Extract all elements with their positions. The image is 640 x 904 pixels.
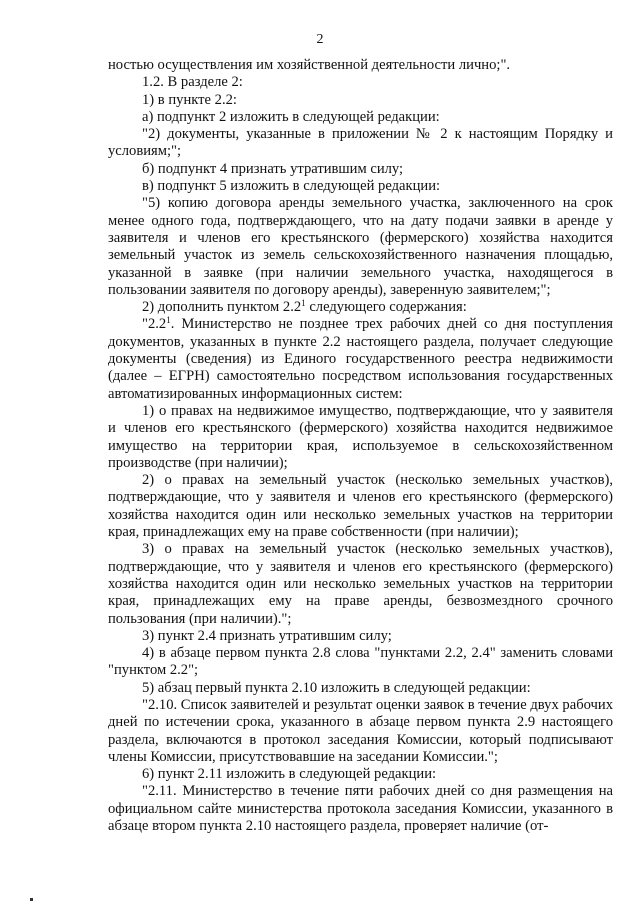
paragraph: 3) о правах на земельный участок (несколько земельных участков), подтверждающие, что у заявителя и членов его крестьянского (фермерского) хозяйства находится один или несколько земельных участков на территории края, принадлежащих ему на праве аренды, безвозмездного срочного пользования (при наличии).";	[108, 541, 613, 627]
paragraph: 1) о правах на недвижимое имущество, подтверждающие, что у заявителя и членов его крестьянского (фермерского) хозяйства находится недвижимое имущество на территории края, используемое в сельскохозяйственном производстве (при наличии);	[108, 402, 613, 471]
paragraph: "2) документы, указанные в приложении № 2 к настоящим Порядку и условиям;";	[108, 126, 613, 160]
paragraph-text: 2) дополнить пунктом 2.2	[142, 299, 302, 316]
scan-speck	[30, 898, 33, 901]
paragraph: 2) о правах на земельный участок (несколько земельных участков), подтверждающие, что у заявителя и членов его крестьянского (фермерского) хозяйства находится один или несколько земельных участков на территории края, принадлежащих ему на праве собственности (при наличии);	[108, 472, 613, 541]
paragraph-text: . Министерство не позднее трех рабочих дней со дня поступления документов, указанных в пункте 2.2 настоящего раздела, получает следующие документы (сведения) из Единого государственного реестра недвижимости (далее – ЕГРН) самостоятельно посредством использования государственных автоматизированных информационных систем:	[108, 316, 613, 402]
paragraph: 1.2. В разделе 2:	[142, 74, 243, 91]
document-body	[108, 57, 613, 835]
superscript: 1	[301, 298, 306, 309]
paragraph-text: "2.2	[142, 316, 167, 333]
paragraph: "2.11. Министерство в течение пяти рабочих дней со дня размещения на официальном сайте министерства протокола заседания Комиссии, указанного в абзаце втором пункта 2.10 настоящего раздела, проверяет наличие (от-	[108, 783, 613, 835]
paragraph: 4) в абзаце первом пункта 2.8 слова "пунктами 2.2, 2.4" заменить словами "пунктом 2.2";	[108, 645, 613, 679]
paragraph-text: следующего содержания:	[305, 299, 467, 316]
paragraph: в) подпункт 5 изложить в следующей редакции:	[142, 178, 441, 195]
paragraph: ностью осуществления им хозяйственной деятельности лично;".	[108, 57, 511, 73]
paragraph: 3) пункт 2.4 признать утратившим силу;	[142, 627, 392, 644]
paragraph	[108, 299, 613, 316]
paragraph: а) подпункт 2 изложить в следующей редакции:	[142, 108, 440, 125]
superscript: 1	[166, 315, 171, 326]
paragraph	[108, 316, 613, 402]
paragraph: б) подпункт 4 признать утратившим силу;	[142, 160, 404, 177]
paragraph: "2.10. Список заявителей и результат оценки заявок в течение двух рабочих дней по истечении срока, указанного в абзаце первом пункта 2.9 настоящего раздела, включаются в протокол заседания Комиссии, который подписывают члены Комиссии, присутствовавшие на заседании Комиссии.";	[108, 696, 613, 765]
paragraph: "5) копию договора аренды земельного участка, заключенного на срок менее одного года, подтверждающего, что на дату подачи заявки в аренде у заявителя и членов его крестьянского (фермерского) хозяйства находится земельный участок из земель сельскохозяйственного назначения площадью, указанной в заявке (при наличии земельного участка, находящегося в пользовании заявителя по договору аренды), заверенную заявителем;";	[108, 195, 613, 298]
paragraph: 6) пункт 2.11 изложить в следующей редакции:	[142, 766, 437, 783]
page-number: 2	[316, 32, 324, 47]
paragraph: 5) абзац первый пункта 2.10 изложить в следующей редакции:	[142, 679, 531, 696]
paragraph: 1) в пункте 2.2:	[142, 91, 237, 108]
